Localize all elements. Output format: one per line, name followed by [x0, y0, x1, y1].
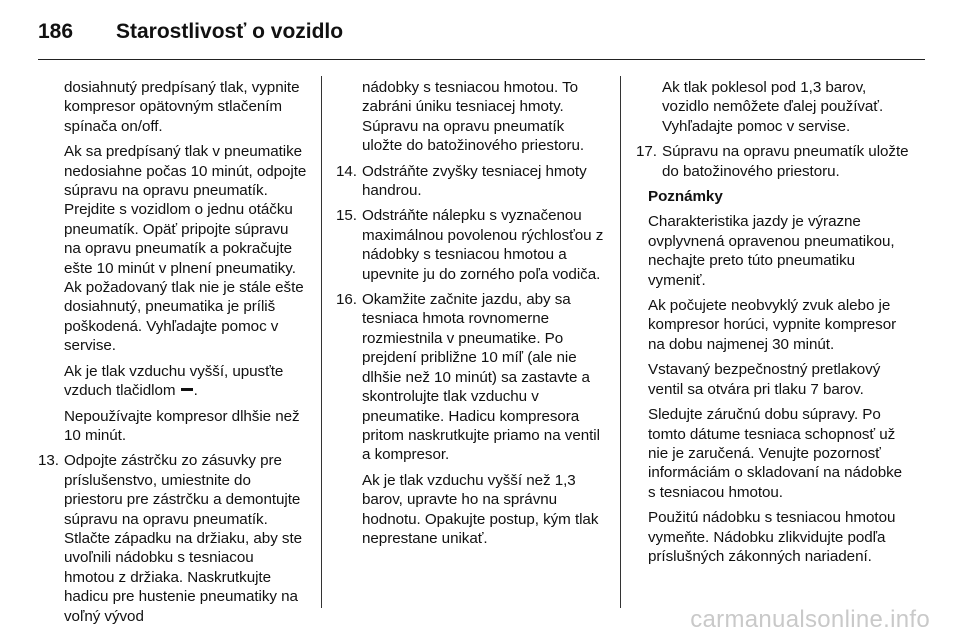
list-item-16	[336, 290, 606, 548]
list-text: Odstráňte zvyšky tesniacej hmoty handrou.	[362, 162, 587, 200]
note-paragraph: Charakteristika jazdy je výrazne ovplyvnená opravenou pneumatikou, nechajte preto túto pneumatiku vymeniť.	[648, 213, 895, 289]
list-text: Ak je tlak vzduchu vyšší než 1,3 barov, upravte ho na správnu hodnotu. Opakujte postup, kým tlak neprestane unikať.	[362, 471, 599, 547]
list-text: Okamžite začnite jazdu, aby sa tesniaca hmota rovnomerne rozmiestnila v pneumatike. Po prejdení približne 10 míľ (ale nie dlhšie než 10 minút) sa zastavte a skontrolujte tlak vzduchu v pneumatike. Hadicu kompresora pritom naskrutkujte priamo na ventil a kompresor.	[362, 291, 600, 464]
paragraph: Ak sa predpísaný tlak v pneumatike nedosiahne počas 10 minút, odpojte súpravu na opravu pneumatík. Prejdite s vozidlom o jednu otáčku pneumatík. Opäť pripojte súpravu na opravu pneumatík a pokračujte ešte 10 minút v plnení pneumatiky. Ak požadovaný tlak nie je stále ešte dosiahnutý, pneumatika je príliš poškodená. Vyhľadajte pomoc v servise.	[64, 143, 307, 355]
list-number: 14.	[336, 162, 357, 180]
list-text: Súpravu na opravu pneumatík uložte do batožinového priestoru.	[662, 143, 909, 180]
list-item-13	[38, 451, 308, 626]
column-3	[636, 78, 910, 572]
watermark: carmanualsonline.info	[690, 606, 930, 633]
paragraph: Nepoužívajte kompresor dlhšie než 10 minút.	[64, 407, 300, 444]
text-fragment: Ak je tlak vzduchu vyšší, upusťte vzduch tlačidlom	[64, 362, 284, 400]
note-paragraph: Sledujte záručnú dobu súpravy. Po tomto dátume tesniaca schopnosť už nie je zaručená. Venujte pozornosť informáciám o skladovaní na nádobke s tesniacou hmotou.	[648, 406, 903, 501]
page-number: 186	[38, 20, 74, 43]
paragraph: nádobky s tesniacou hmotou. To zabráni úniku tesniacej hmoty. Súpravu na opravu pneumatík uložte do batožinového priestoru.	[362, 79, 585, 155]
header-rule	[38, 59, 925, 60]
list-item-14	[336, 162, 606, 201]
page-title: Starostlivosť o vozidlo	[116, 20, 344, 43]
column-divider	[620, 76, 621, 608]
notes-block	[636, 187, 910, 566]
minus-icon	[181, 388, 193, 391]
paragraph: Ak tlak poklesol pod 1,3 barov, vozidlo nemôžete ďalej používať. Vyhľadajte pomoc v servise.	[662, 79, 884, 135]
text-fragment: .	[193, 382, 198, 400]
note-paragraph: Použitú nádobku s tesniacou hmotou vymeňte. Nádobku zlikvidujte podľa príslušných zákonných nariadení.	[648, 509, 896, 565]
list-number: 15.	[336, 207, 357, 225]
column-2	[336, 78, 606, 554]
list-item-15	[336, 206, 606, 284]
note-paragraph: Vstavaný bezpečnostný pretlakový ventil sa otvára pri tlaku 7 barov.	[648, 361, 881, 398]
page-header	[38, 14, 343, 50]
column-divider	[321, 76, 322, 608]
list-number: 17.	[636, 143, 657, 161]
notes-heading: Poznámky	[648, 188, 723, 206]
list-item-17	[636, 142, 910, 181]
paragraph	[38, 362, 308, 401]
list-text: Odpojte zástrčku zo zásuvky pre príslušenstvo, umiestnite do priestoru pre zástrčku a demontujte súpravu na opravu pneumatík. Stlačte západku na držiaku, aby ste uvoľnili nádobku s tesniacou hmotou z držiaka. Naskrutkujte hadicu pre hustenie pneumatiky na voľný vývod	[64, 452, 303, 625]
note-paragraph: Ak počujete neobvyklý zvuk alebo je kompresor horúci, vypnite kompresor na dobu najmenej 30 minút.	[648, 297, 897, 353]
list-number: 13.	[38, 452, 59, 470]
column-1	[38, 78, 308, 632]
paragraph: dosiahnutý predpísaný tlak, vypnite kompresor opätovným stlačením spínača on/off.	[64, 79, 300, 135]
list-text: Odstráňte nálepku s vyznačenou maximálnou povolenou rýchlosťou z nádobky s tesniacou hmotou a upevnite ju do zorného poľa vodiča.	[362, 207, 604, 283]
list-number: 16.	[336, 291, 357, 309]
